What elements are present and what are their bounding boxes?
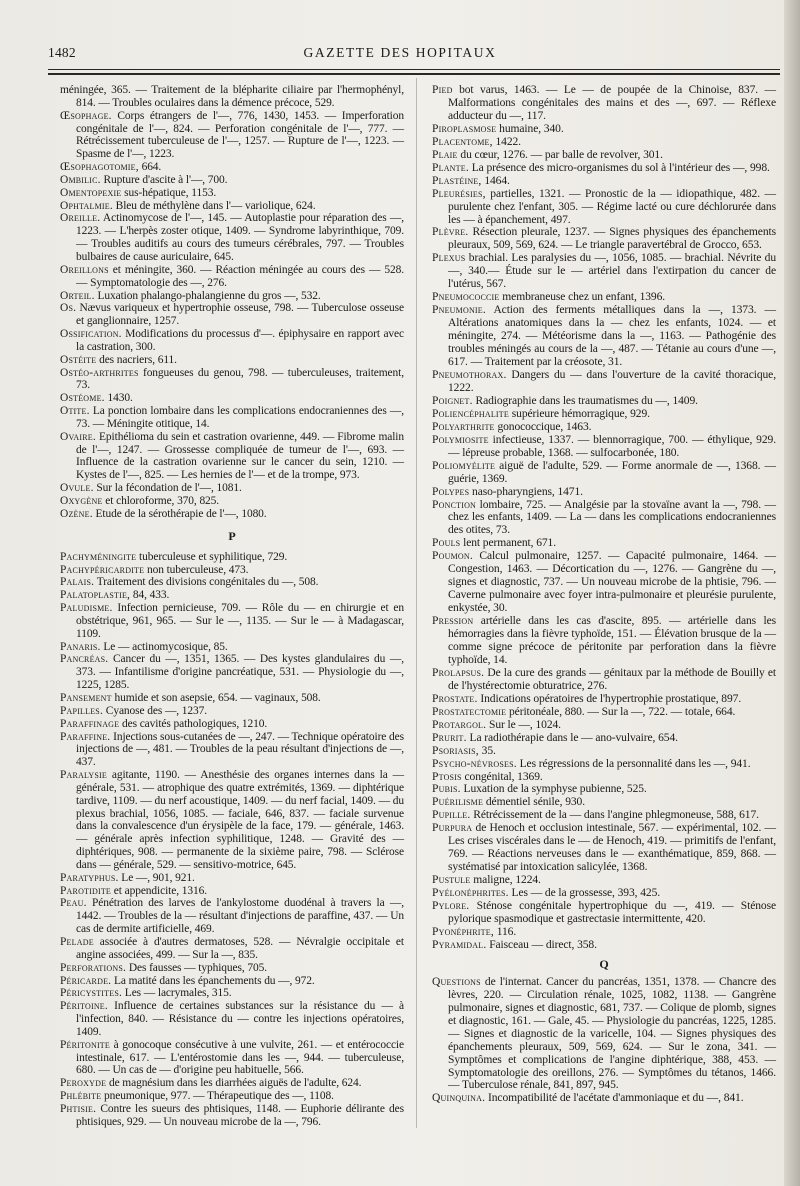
entry-headword: Pneumonie.	[432, 304, 486, 317]
entry-headword: Pancréas.	[60, 653, 109, 666]
entry-headword: Protargol.	[432, 718, 487, 731]
entry-headword: Ozène.	[60, 507, 93, 520]
index-entry	[432, 758, 776, 771]
entry-headword: Plastéine,	[432, 174, 482, 187]
entry-headword: Purpura	[432, 822, 473, 835]
index-entry	[432, 822, 776, 874]
entry-text: membraneuse chez un enfant, 1396.	[499, 291, 666, 304]
index-entry	[60, 328, 404, 354]
index-entry	[432, 408, 776, 421]
index-entry	[60, 653, 404, 692]
entry-headword: Ostéo-arthrites	[60, 366, 139, 379]
entry-text: maligne, 1224.	[470, 874, 541, 887]
entry-text: 1430.	[104, 392, 133, 405]
entry-text: La présence des micro-organismes du sol à l'intérieur des —, 998.	[468, 161, 770, 174]
index-entry	[60, 975, 404, 988]
index-entry	[432, 771, 776, 784]
entry-text: naso-pharyngiens, 1471.	[469, 485, 583, 498]
entry-text: Le — actinomycosique, 85.	[100, 640, 228, 653]
entry-text: Luxation de la symphyse pubienne, 525.	[460, 783, 647, 796]
index-entry	[60, 367, 404, 393]
entry-text: agitante, 1190. — Anesthésie des organes internes dans la — générale, 531. — atrophique des quatre extrémités, 1369. — diphtérique tardive, 1109. — du nerf acoustique, 1409. — du nerf facial, 1409. — du plexus brachial, 1056, 1085. — faciale, 646, 837. — faciale survenue dans la convalescence d'un érysipèle de la face, 179. — générale, 1463. — générale après infection syphilitique, 1248. — Gravité des — diphtériques, 908. — permanente de la sixième paire, 798. — Sclérose dans — générale, 529. — sensitivo-motrice, 645.	[76, 769, 404, 871]
entry-text: aiguë de l'adulte, 529. — Forme anormale de —, 1368. — guérie, 1369.	[448, 459, 776, 485]
entry-text: Les régressions de la personnalité dans les —, 941.	[516, 757, 751, 770]
entry-headword: Pyramidal.	[432, 938, 487, 951]
entry-text: non tuberculeuse, 473.	[144, 563, 249, 576]
index-entry	[432, 188, 776, 227]
index-entry	[432, 550, 776, 615]
entry-text: Des fausses — typhiques, 705.	[126, 961, 267, 974]
index-entry	[60, 1090, 404, 1103]
index-entry	[60, 482, 404, 495]
entry-headword: Pouls	[432, 537, 461, 550]
entry-text: Résection pleurale, 1237. — Signes physiques des épanchements pleuraux, 509, 569, 624. — Le triangle paravertébral de Grocco, 653.	[448, 226, 776, 252]
index-entry	[432, 395, 776, 408]
entry-headword: Questions	[432, 975, 481, 988]
entry-headword: Os.	[60, 302, 77, 315]
index-entry	[60, 936, 404, 962]
entry-text: La radiothérapie dans le — ano-vulvaire, 654.	[466, 731, 678, 744]
index-entry	[432, 136, 776, 149]
entry-headword: Oxygène	[60, 495, 103, 507]
entry-text: péritonéale, 880. — Sur la —, 722. — totale, 664.	[506, 705, 736, 718]
entry-headword: Oreillons	[60, 263, 109, 276]
index-entry	[60, 212, 404, 263]
entry-text: Le —, 901, 921.	[118, 871, 195, 884]
index-entry	[60, 564, 404, 577]
index-entry	[432, 926, 776, 939]
entry-text: De la cure des grands — génitaux par la méthode de Bouilly et de l'hystérectomie obturatrice, 276.	[448, 666, 776, 692]
index-entry	[432, 745, 776, 758]
entry-headword: Puérilisme	[432, 796, 484, 809]
entry-headword: Paludisme.	[60, 602, 113, 615]
entry-text: Epithélioma du sein et castration ovarienne, 449. — Fibrome malin de l'—, 1247. — Grossesse compliquée de tumeur de l'—, 693. — Influence de la castration ovarienne sur le cancer du sein, 1210. — Kystes de l'—, 825. — Les hernies de l'— et de la trompe, 973.	[76, 430, 404, 482]
entry-text: Etude de la sérothérapie de l'—, 1080.	[92, 507, 267, 520]
entry-text: sus-hépatique, 1153.	[121, 186, 217, 199]
page-number: 1482	[48, 45, 76, 60]
index-entry	[60, 264, 404, 290]
entry-text: tuberculeuse et syphilitique, 729.	[136, 550, 288, 563]
index-entry	[60, 987, 404, 1000]
entry-text: humaine, 340.	[496, 122, 564, 135]
entry-text: pneumonique, 977. — Thérapeutique des —, 1108.	[101, 1090, 334, 1103]
index-entry	[60, 200, 404, 213]
entry-text: lombaire, 725. — Analgésie par la stovaïne avant la —, 798. — chez les enfants, 1409. — La — dans les complications endocraniennes des otites, 73.	[448, 498, 776, 537]
entry-text: gonococcique, 1463.	[494, 420, 592, 433]
index-entry	[60, 84, 404, 110]
entry-text: brachial. Les paralysies du —, 1056, 1085. — brachial. Névrite du —, 340.— Étude sur le — artériel dans l'extirpation du cancer de l'utérus, 567.	[448, 252, 776, 291]
index-entry	[60, 508, 404, 521]
entry-headword: Psycho-névroses.	[432, 757, 517, 770]
left-column	[60, 84, 404, 1129]
entry-text: des nacriers, 611.	[96, 353, 177, 366]
index-entry	[432, 537, 776, 550]
entry-headword: Ponction	[432, 498, 477, 511]
entry-text: 35.	[478, 744, 496, 757]
entry-text: Pénétration des larves de l'ankylostome duodénal à travers la —, 1442. — Troubles de la — résultant d'injections de paraffine, 437. — Un cas de dermite artificielle, 469.	[76, 897, 404, 936]
entry-text: méningée, 365. — Traitement de la blépharite ciliaire par l'hermophényl, 814. — Troubles oculaires dans la démence précoce, 529.	[60, 84, 404, 109]
entry-headword: Ophtalmie.	[60, 199, 113, 212]
entry-headword: Plexus	[432, 252, 466, 265]
index-entry	[432, 900, 776, 926]
entry-text: Nævus variqueux et hypertrophie osseuse, 798. — Tuberculose osseuse et ganglionnaire, 1257.	[76, 302, 404, 328]
entry-headword: Prostatectomie	[432, 705, 507, 718]
index-entry	[60, 602, 404, 641]
entry-text: Cyanose des —, 1237.	[103, 704, 208, 717]
entry-headword: Paraffine.	[60, 730, 111, 743]
entry-headword: Ptosis	[432, 770, 462, 783]
entry-text: à gonocoque consécutive à une vulvite, 261. — et entérococcie intestinale, 617. — L'entérostomie dans les —, 944. — tuberculeuse, 680. — Un cas de — d'origine peu habituelle, 566.	[76, 1038, 404, 1077]
entry-headword: Pyélonéphrites.	[432, 887, 509, 900]
index-entry	[432, 252, 776, 291]
index-entry	[432, 732, 776, 745]
entry-headword: Pelade	[60, 936, 94, 948]
entry-headword: Ovule.	[60, 482, 94, 495]
entry-text: de Henoch et occlusion intestinale, 567. — expérimental, 102. — Les crises viscérales dans le — de Henoch, 419. — primitifs de l'enfant, 769. — Réactions nerveuses dans le — exanthématique, 859, 868. — systématisé par intoxication salicylée, 1368.	[448, 822, 776, 874]
entry-headword: Perforations.	[60, 961, 127, 974]
entry-text: Traitement des divisions congénitales du —, 508.	[94, 576, 319, 589]
entry-headword: Pansement	[60, 691, 112, 704]
entry-headword: Pylore.	[432, 900, 470, 913]
index-entry	[60, 495, 404, 508]
entry-text: Sur le —, 1024.	[486, 718, 561, 731]
index-entry	[432, 175, 776, 188]
index-entry	[60, 302, 404, 328]
index-entry	[60, 589, 404, 602]
entry-headword: Poliomyélite	[432, 459, 496, 472]
entry-headword: Peau.	[60, 897, 87, 910]
index-entry	[60, 576, 404, 589]
index-entry	[432, 719, 776, 732]
entry-text: humide et son asepsie, 654. — vaginaux, 508.	[111, 691, 321, 704]
entry-text: infectieuse, 1337. — blennorragique, 700. — éthylique, 929. — lépreuse probable, 1368. — sulfocarbonée, 180.	[448, 433, 776, 459]
entry-headword: Plante.	[432, 161, 469, 174]
entry-headword: Pneumococcie	[432, 291, 500, 304]
entry-headword: Piroplasmose	[432, 122, 497, 135]
entry-headword: Prolapsus.	[432, 666, 485, 679]
entry-text: Radiographie dans les traumatismes du —, 1409.	[472, 394, 698, 407]
index-entry	[432, 499, 776, 538]
index-entry	[60, 431, 404, 482]
entry-headword: Œsophagotomie,	[60, 161, 139, 174]
entry-text: et méningite, 360. — Réaction méningée au cours des — 528. — Symptomatologie des —, 276.	[76, 263, 404, 289]
entry-text: Sur la fécondation de l'—, 1081.	[93, 482, 242, 495]
right-column	[432, 84, 776, 1105]
entry-headword: Pachyméningite	[60, 550, 137, 563]
index-entry	[60, 897, 404, 936]
entry-headword: Pneumothorax.	[432, 368, 507, 381]
index-entry	[432, 434, 776, 460]
index-entry	[60, 1077, 404, 1090]
index-entry	[60, 551, 404, 564]
entry-headword: Péritonite	[60, 1038, 110, 1051]
entry-headword: Ossification.	[60, 328, 122, 341]
entry-headword: Péricystites.	[60, 987, 123, 1000]
entry-text: fongueuses du genou, 798. — tuberculeuses, traitement, 73.	[76, 366, 404, 392]
entry-text: Corps étrangers de l'—, 776, 1430, 1453. — Imperforation congénitale de l'—, 824. — Perforation congénitale de l'—, 777. — Rétrécissement tuberculeuse de l'—, 1257. — Rupture de l'—, 1223. — Spasme de l'—, 1223.	[76, 109, 404, 161]
entry-text: Cancer du —, 1351, 1365. — Des kystes glandulaires du —, 373. — Infantilisme d'origine pancréatique, 531. — Physiologie du —, 1225, 1285.	[76, 653, 404, 692]
entry-headword: Polyarthrite	[432, 420, 495, 433]
entry-headword: Paratyphus.	[60, 871, 119, 884]
entry-headword: Ostéite	[60, 353, 97, 366]
index-entry	[432, 693, 776, 706]
index-entry	[60, 405, 404, 431]
entry-headword: Otite.	[60, 405, 90, 418]
entry-text: Les — lacrymales, 315.	[122, 987, 232, 1000]
entry-text: Influence de certaines substances sur la résistance du — à l'infection, 840. — Résistance du — contre les injections opératoires, 1409.	[76, 1000, 404, 1038]
entry-text: démentiel sénile, 930.	[483, 796, 586, 809]
entry-headword: Ostéome.	[60, 392, 105, 405]
section-letter: P	[228, 528, 236, 543]
entry-headword: Péricarde.	[60, 974, 112, 987]
entry-text: Les — de la grossesse, 393, 425.	[508, 887, 661, 900]
entry-headword: Pupille.	[432, 809, 471, 822]
index-entry	[60, 290, 404, 303]
index-entry	[60, 161, 404, 174]
index-entry	[432, 667, 776, 693]
index-entry	[432, 615, 776, 667]
index-entry	[432, 809, 776, 822]
entry-headword: Pression	[432, 615, 474, 628]
entry-text: Incompatibilité de l'acétate d'ammoniaque et du —, 841.	[485, 1092, 744, 1105]
entry-text: Contre les sueurs des phtisiques, 1148. — Euphorie délirante des phtisiques, 929. — Un nouveau microbe de la —, 796.	[76, 1102, 404, 1128]
entry-headword: Pachypéricardite	[60, 563, 145, 576]
entry-text: 84, 433.	[130, 589, 170, 602]
entry-headword: Prurit.	[432, 731, 467, 744]
entry-text: Faisceau — direct, 358.	[486, 938, 597, 951]
entry-headword: Pleurésies,	[432, 187, 486, 200]
header-rule-thick	[48, 73, 780, 75]
entry-headword: Polypes	[432, 485, 470, 498]
index-entry	[432, 123, 776, 136]
index-entry	[432, 226, 776, 252]
entry-headword: Ombilic.	[60, 173, 101, 186]
entry-headword: Pyonéphrite,	[432, 925, 494, 938]
entry-text: Sténose congénitale hypertrophique du —, 419. — Sténose pylorique spasmodique et gastrectasie intermittente, 420.	[448, 900, 776, 925]
index-entry	[432, 149, 776, 162]
entry-headword: Prostate.	[432, 692, 478, 705]
entry-headword: Phlébite	[60, 1090, 102, 1103]
entry-text: des cavités pathologiques, 1210.	[119, 717, 268, 730]
entry-text: artérielle dans les cas d'ascite, 895. — artérielle dans les hémorragies dans la fièvre typhoïde, 151. — Élévation brusque de la — comme signe précoce de péritonite par perforation dans la fièvre typhoïde, 14.	[448, 615, 776, 666]
index-entry	[432, 887, 776, 900]
column-divider	[416, 78, 417, 1128]
entry-text: et appendicite, 1316.	[111, 884, 207, 897]
entry-text: 116.	[493, 925, 517, 938]
entry-headword: Quinquina.	[432, 1092, 486, 1105]
entry-headword: Papilles.	[60, 704, 104, 717]
entry-headword: Ovaire.	[60, 430, 96, 443]
entry-text: Rétrécissement de la — dans l'angine phlegmoneuse, 588, 617.	[470, 809, 759, 822]
entry-headword: Polymiosite	[432, 433, 489, 446]
entry-headword: Phtisie.	[60, 1102, 97, 1115]
entry-text: Action des ferments métalliques dans la —, 1373. — Altérations anatomiques dans la — chez les enfants, 1024. — et méningite, 274. — Météorisme dans la —, 1163. — Pathogénie des troubles méningés au cours de la —, 487. — Tétanie au cours d'une —, 617. — Traitement par la créosote, 31.	[448, 304, 776, 369]
entry-headword: Plaie	[432, 148, 458, 161]
entry-text: Indications opératoires de l'hypertrophie prostatique, 897.	[477, 692, 742, 705]
entry-headword: Plèvre.	[432, 226, 469, 239]
entry-headword: Palatoplastie,	[60, 589, 131, 602]
entry-text: partielles, 1321. — Pronostic de la — idiopathique, 482. — purulente chez l'enfant, 305. — Régime lacté ou cure déchlorurée dans les — à épanchement, 497.	[448, 187, 776, 226]
entry-text: du cœur, 1276. — par balle de revolver, 301.	[457, 148, 663, 161]
entry-text: Rupture d'ascite à l'—, 700.	[100, 173, 228, 186]
entry-text: Bleu de méthylène dans l'— variolique, 624.	[112, 199, 316, 212]
entry-text: bot varus, 1463. — Le — de poupée de la Chinoise, 837. — Malformations congénitales des mains et des —, 697. — Réflexe adducteur du —, 117.	[448, 84, 776, 122]
entry-text: de magnésium dans les diarrhées aiguës de l'adulte, 624.	[106, 1077, 362, 1090]
index-entry	[432, 304, 776, 369]
entry-headword: Panaris.	[60, 640, 101, 653]
header-rule	[48, 69, 780, 70]
entry-headword: Pubis.	[432, 783, 461, 796]
index-entry	[60, 769, 404, 872]
entry-text: de l'internat. Cancer du pancréas, 1351, 1378. — Chancre des lèvres, 220. — Circulation rénale, 1025, 1082, 1138. — Gangrène pulmonaire, signes et diagnostic, 681, 737. — Colique de plomb, signes et diagnostic, 161. — Gale, 45. — Physiologie du pancréas, 1225, 1285. — Signes et diagnostic de la varicelle, 104. — Signes physiques des épanchements pleuraux, 509, 569, 624. — Sur le zona, 341. — Symptômes et complications de l'angine diphtérique, 388, 453. — Symptomatologie des oreillons, 276. — Symptômes du tétanos, 1466. — Tuberculose rénale, 841, 897, 945.	[448, 975, 776, 1092]
entry-text: 1464.	[481, 174, 510, 187]
index-entry	[432, 796, 776, 809]
entry-text: Modifications du processus d'—. épiphysaire en rapport avec la castration, 300.	[76, 328, 404, 353]
running-title: GAZETTE DES HOPITAUX	[303, 45, 497, 60]
entry-headword: Psoriasis,	[432, 744, 479, 757]
entry-headword: Poumon.	[432, 550, 473, 563]
index-entry	[60, 692, 404, 705]
entry-text: Injections sous-cutanées de —, 247. — Technique opératoire des injections de —, 481. — Troubles de la peau résultant d'injections de —, 437.	[76, 730, 404, 769]
index-entry	[60, 872, 404, 885]
index-entry	[60, 110, 404, 161]
entry-headword: Omentopexie	[60, 186, 122, 199]
entry-headword: Poliencéphalite	[432, 407, 509, 420]
entry-text: congénital, 1369.	[461, 770, 543, 783]
index-entry	[432, 369, 776, 395]
entry-headword: Peroxyde	[60, 1077, 107, 1090]
entry-text: et chloroforme, 370, 825.	[102, 495, 220, 507]
entry-text: Actinomycose de l'—, 145. — Autoplastie pour réparation des —, 1223. — L'herpès zoster otique, 1409. — Syndrome labyrinthique, 709. — Troubles auditifs au cours des tumeurs cérébrales, 797. — Troubles bulbaires de cause auriculaire, 645.	[76, 212, 404, 263]
entry-headword: Pied	[432, 84, 453, 96]
index-entry	[432, 783, 776, 796]
entry-headword: Péritoine.	[60, 1000, 108, 1013]
index-entry	[432, 874, 776, 887]
index-entry	[432, 1092, 776, 1105]
index-entry	[60, 705, 404, 718]
entry-headword: Œsophage.	[60, 109, 112, 122]
entry-text: La matité dans les épanchements du —, 972.	[111, 974, 315, 987]
index-entry	[60, 962, 404, 975]
entry-text: Calcul pulmonaire, 1257. — Capacité pulmonaire, 1464. — Congestion, 1463. — Décortication du —, 1276. — Gangrène du —, signes et diagnostic, 737. — Un nouveau microbe de la phtisie, 796. — Caverne pulmonaire avec foyer intra-pulmonaire et pleurésie purulente, enkystée, 30.	[448, 550, 776, 615]
index-entry	[432, 976, 776, 1093]
index-entry	[432, 486, 776, 499]
index-entry	[60, 718, 404, 731]
index-entry	[60, 731, 404, 770]
entry-text: Infection pernicieuse, 709. — Rôle du — en chirurgie et en obstétrique, 961, 965. — Sur le —, 1135. — Sur le — à Madagascar, 1109.	[76, 602, 404, 640]
entry-headword: Orteil.	[60, 289, 95, 302]
index-entry	[432, 84, 776, 123]
index-entry	[60, 354, 404, 367]
entry-text: 664.	[138, 161, 162, 174]
index-entry	[60, 641, 404, 654]
entry-text: supérieure hémorragique, 929.	[508, 407, 650, 420]
index-entry	[60, 187, 404, 200]
index-entry	[60, 1000, 404, 1039]
entry-headword: Palais.	[60, 576, 95, 589]
entry-text: Luxation phalango-phalangienne du gros —, 532.	[94, 289, 321, 302]
entry-headword: Poignet.	[432, 394, 473, 407]
entry-text: associée à d'autres dermatoses, 528. — Névralgie occipitale et angine associées, 499. — Sur la —, 835.	[76, 936, 404, 961]
entry-headword: Placentome,	[432, 135, 493, 148]
page-edge	[784, 0, 800, 1186]
entry-text: Dangers du — dans l'ouverture de la cavité thoracique, 1222.	[448, 368, 776, 394]
index-entry	[60, 1103, 404, 1129]
index-entry	[432, 939, 776, 952]
index-entry	[60, 392, 404, 405]
entry-headword: Paraffinage	[60, 717, 120, 730]
index-entry	[60, 1039, 404, 1078]
index-entry	[60, 885, 404, 898]
index-entry	[432, 291, 776, 304]
entry-headword: Parotidite	[60, 884, 112, 897]
entry-headword: Paralysie	[60, 769, 107, 782]
entry-headword: Pustule	[432, 874, 471, 887]
index-entry	[432, 706, 776, 719]
index-entry	[432, 421, 776, 434]
index-entry	[432, 162, 776, 175]
index-entry	[60, 174, 404, 187]
entry-text: lent permanent, 671.	[460, 537, 557, 550]
entry-text: 1422.	[492, 135, 521, 148]
entry-headword: Oreille.	[60, 212, 101, 225]
entry-text: La ponction lombaire dans les complications endocraniennes des —, 73. — Méningite otitique, 14.	[76, 405, 404, 430]
index-entry	[432, 460, 776, 486]
section-letter: Q	[599, 956, 609, 971]
